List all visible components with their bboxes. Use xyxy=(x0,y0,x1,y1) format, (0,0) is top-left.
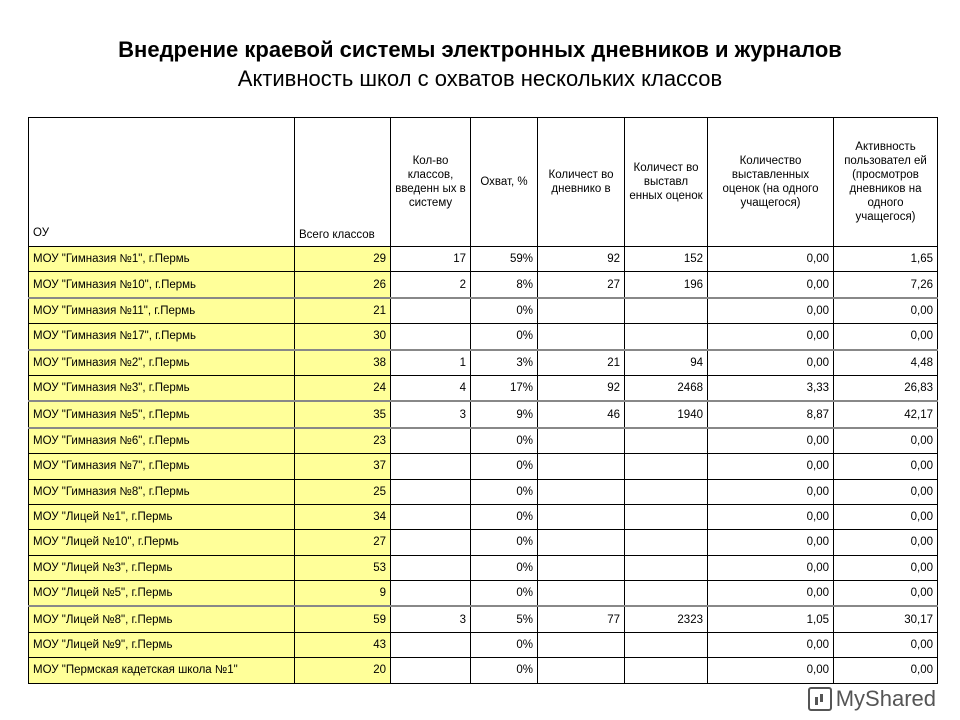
cell-user-activity: 0,00 xyxy=(834,504,938,529)
cell-grades-count: 152 xyxy=(625,247,708,272)
cell-coverage: 0% xyxy=(471,581,538,607)
cell-total-classes: 21 xyxy=(295,298,391,324)
cell-total-classes: 20 xyxy=(295,658,391,683)
cell-diaries-count xyxy=(538,298,625,324)
cell-school-name: МОУ "Гимназия №5", г.Пермь xyxy=(29,401,295,427)
cell-user-activity: 0,00 xyxy=(834,658,938,683)
cell-total-classes: 24 xyxy=(295,375,391,401)
cell-classes-in-system: 3 xyxy=(391,606,471,632)
cell-grades-count xyxy=(625,530,708,555)
table-row xyxy=(29,606,938,632)
cell-grades-per-student: 0,00 xyxy=(708,350,834,376)
cell-coverage: 59% xyxy=(471,247,538,272)
cell-coverage: 17% xyxy=(471,375,538,401)
cell-grades-count xyxy=(625,555,708,580)
cell-grades-count xyxy=(625,324,708,350)
cell-diaries-count: 92 xyxy=(538,247,625,272)
cell-diaries-count: 21 xyxy=(538,350,625,376)
cell-diaries-count xyxy=(538,324,625,350)
table-row xyxy=(29,581,938,607)
cell-user-activity: 7,26 xyxy=(834,272,938,298)
cell-grades-per-student: 0,00 xyxy=(708,658,834,683)
table-row xyxy=(29,555,938,580)
cell-school-name: МОУ "Гимназия №10", г.Пермь xyxy=(29,272,295,298)
cell-total-classes: 38 xyxy=(295,350,391,376)
cell-school-name: МОУ "Гимназия №3", г.Пермь xyxy=(29,375,295,401)
table-row xyxy=(29,401,938,427)
watermark-text: MyShared xyxy=(835,686,936,711)
cell-grades-per-student: 0,00 xyxy=(708,272,834,298)
cell-school-name: МОУ "Гимназия №11", г.Пермь xyxy=(29,298,295,324)
cell-diaries-count: 92 xyxy=(538,375,625,401)
cell-total-classes: 29 xyxy=(295,247,391,272)
cell-total-classes: 35 xyxy=(295,401,391,427)
header-grades-per-student: Количество выставленных оценок (на одного учащегося) xyxy=(708,118,834,247)
cell-grades-per-student: 0,00 xyxy=(708,428,834,454)
cell-grades-count: 2468 xyxy=(625,375,708,401)
cell-diaries-count xyxy=(538,555,625,580)
cell-total-classes: 27 xyxy=(295,530,391,555)
cell-total-classes: 43 xyxy=(295,632,391,657)
table-row xyxy=(29,298,938,324)
cell-classes-in-system: 17 xyxy=(391,247,471,272)
cell-grades-per-student: 1,05 xyxy=(708,606,834,632)
slide-subtitle: Активность школ с охватов нескольких классов xyxy=(237,66,723,91)
cell-diaries-count xyxy=(538,428,625,454)
cell-classes-in-system xyxy=(391,632,471,657)
cell-diaries-count: 46 xyxy=(538,401,625,427)
cell-grades-per-student: 0,00 xyxy=(708,454,834,479)
cell-coverage: 0% xyxy=(471,479,538,504)
table-row xyxy=(29,530,938,555)
slide-title: Внедрение краевой системы электронных дневников и журналов xyxy=(118,37,842,62)
watermark xyxy=(808,686,936,712)
cell-grades-count xyxy=(625,504,708,529)
cell-school-name: МОУ "Гимназия №2", г.Пермь xyxy=(29,350,295,376)
cell-grades-per-student: 0,00 xyxy=(708,479,834,504)
header-diaries-count: Количест во дневнико в xyxy=(538,118,625,247)
table-row xyxy=(29,324,938,350)
cell-user-activity: 0,00 xyxy=(834,632,938,657)
cell-grades-per-student: 0,00 xyxy=(708,581,834,607)
cell-classes-in-system xyxy=(391,479,471,504)
cell-school-name: МОУ "Лицей №3", г.Пермь xyxy=(29,555,295,580)
cell-total-classes: 30 xyxy=(295,324,391,350)
cell-grades-count: 1940 xyxy=(625,401,708,427)
cell-user-activity: 1,65 xyxy=(834,247,938,272)
cell-coverage: 0% xyxy=(471,454,538,479)
cell-school-name: МОУ "Гимназия №6", г.Пермь xyxy=(29,428,295,454)
cell-school-name: МОУ "Пермская кадетская школа №1" xyxy=(29,658,295,683)
header-row xyxy=(29,118,938,247)
cell-grades-count xyxy=(625,479,708,504)
cell-total-classes: 25 xyxy=(295,479,391,504)
cell-coverage: 0% xyxy=(471,632,538,657)
schools-activity-table xyxy=(28,117,938,684)
table-row xyxy=(29,350,938,376)
cell-coverage: 0% xyxy=(471,428,538,454)
cell-user-activity: 26,83 xyxy=(834,375,938,401)
cell-user-activity: 0,00 xyxy=(834,454,938,479)
header-total-classes: Всего классов xyxy=(295,118,391,247)
cell-total-classes: 23 xyxy=(295,428,391,454)
cell-school-name: МОУ "Лицей №5", г.Пермь xyxy=(29,581,295,607)
table-row xyxy=(29,272,938,298)
cell-grades-per-student: 0,00 xyxy=(708,555,834,580)
table-row xyxy=(29,375,938,401)
header-user-activity: Активность пользовател ей (просмотров дневников на одного учащегося) xyxy=(834,118,938,247)
cell-classes-in-system xyxy=(391,298,471,324)
cell-diaries-count xyxy=(538,658,625,683)
cell-classes-in-system xyxy=(391,428,471,454)
header-grades-count: Количест во выставл енных оценок xyxy=(625,118,708,247)
cell-total-classes: 53 xyxy=(295,555,391,580)
cell-school-name: МОУ "Гимназия №1", г.Пермь xyxy=(29,247,295,272)
cell-coverage: 0% xyxy=(471,555,538,580)
table-row xyxy=(29,504,938,529)
cell-user-activity: 42,17 xyxy=(834,401,938,427)
cell-grades-count xyxy=(625,658,708,683)
presentation-icon xyxy=(808,687,832,711)
cell-grades-per-student: 8,87 xyxy=(708,401,834,427)
cell-total-classes: 37 xyxy=(295,454,391,479)
cell-coverage: 9% xyxy=(471,401,538,427)
table-body xyxy=(29,247,938,684)
cell-classes-in-system xyxy=(391,324,471,350)
cell-coverage: 5% xyxy=(471,606,538,632)
cell-user-activity: 0,00 xyxy=(834,298,938,324)
cell-grades-count xyxy=(625,454,708,479)
cell-diaries-count xyxy=(538,504,625,529)
header-ou: ОУ xyxy=(29,118,295,247)
table-row xyxy=(29,632,938,657)
cell-diaries-count xyxy=(538,530,625,555)
cell-grades-per-student: 0,00 xyxy=(708,504,834,529)
cell-user-activity: 0,00 xyxy=(834,555,938,580)
cell-grades-per-student: 0,00 xyxy=(708,247,834,272)
cell-classes-in-system: 3 xyxy=(391,401,471,427)
header-coverage: Охват, % xyxy=(471,118,538,247)
cell-total-classes: 59 xyxy=(295,606,391,632)
cell-user-activity: 0,00 xyxy=(834,530,938,555)
cell-total-classes: 26 xyxy=(295,272,391,298)
cell-grades-per-student: 3,33 xyxy=(708,375,834,401)
cell-diaries-count xyxy=(538,632,625,657)
cell-grades-per-student: 0,00 xyxy=(708,324,834,350)
table-row xyxy=(29,247,938,272)
cell-classes-in-system xyxy=(391,530,471,555)
cell-user-activity: 30,17 xyxy=(834,606,938,632)
cell-school-name: МОУ "Гимназия №8", г.Пермь xyxy=(29,479,295,504)
cell-school-name: МОУ "Гимназия №17", г.Пермь xyxy=(29,324,295,350)
cell-grades-count: 2323 xyxy=(625,606,708,632)
cell-grades-count: 94 xyxy=(625,350,708,376)
cell-diaries-count xyxy=(538,479,625,504)
cell-coverage: 8% xyxy=(471,272,538,298)
table-row xyxy=(29,479,938,504)
cell-user-activity: 0,00 xyxy=(834,581,938,607)
cell-coverage: 0% xyxy=(471,530,538,555)
cell-diaries-count: 77 xyxy=(538,606,625,632)
cell-classes-in-system xyxy=(391,581,471,607)
cell-coverage: 3% xyxy=(471,350,538,376)
cell-classes-in-system xyxy=(391,504,471,529)
cell-user-activity: 0,00 xyxy=(834,428,938,454)
cell-grades-count xyxy=(625,298,708,324)
cell-classes-in-system xyxy=(391,658,471,683)
cell-school-name: МОУ "Лицей №9", г.Пермь xyxy=(29,632,295,657)
cell-classes-in-system xyxy=(391,454,471,479)
cell-coverage: 0% xyxy=(471,324,538,350)
cell-classes-in-system: 1 xyxy=(391,350,471,376)
cell-school-name: МОУ "Лицей №8", г.Пермь xyxy=(29,606,295,632)
cell-coverage: 0% xyxy=(471,298,538,324)
cell-grades-count xyxy=(625,632,708,657)
cell-total-classes: 9 xyxy=(295,581,391,607)
cell-school-name: МОУ "Гимназия №7", г.Пермь xyxy=(29,454,295,479)
table-row xyxy=(29,428,938,454)
cell-grades-count xyxy=(625,581,708,607)
cell-diaries-count: 27 xyxy=(538,272,625,298)
cell-grades-per-student: 0,00 xyxy=(708,632,834,657)
cell-diaries-count xyxy=(538,581,625,607)
cell-classes-in-system xyxy=(391,555,471,580)
cell-coverage: 0% xyxy=(471,504,538,529)
cell-grades-per-student: 0,00 xyxy=(708,298,834,324)
table-row xyxy=(29,454,938,479)
cell-grades-per-student: 0,00 xyxy=(708,530,834,555)
cell-diaries-count xyxy=(538,454,625,479)
cell-user-activity: 0,00 xyxy=(834,324,938,350)
cell-user-activity: 0,00 xyxy=(834,479,938,504)
cell-coverage: 0% xyxy=(471,658,538,683)
cell-grades-count xyxy=(625,428,708,454)
cell-grades-count: 196 xyxy=(625,272,708,298)
table-row xyxy=(29,658,938,683)
cell-total-classes: 34 xyxy=(295,504,391,529)
cell-classes-in-system: 4 xyxy=(391,375,471,401)
cell-school-name: МОУ "Лицей №1", г.Пермь xyxy=(29,504,295,529)
cell-school-name: МОУ "Лицей №10", г.Пермь xyxy=(29,530,295,555)
cell-user-activity: 4,48 xyxy=(834,350,938,376)
cell-classes-in-system: 2 xyxy=(391,272,471,298)
header-classes-in-system: Кол-во классов, введенн ых в систему xyxy=(391,118,471,247)
